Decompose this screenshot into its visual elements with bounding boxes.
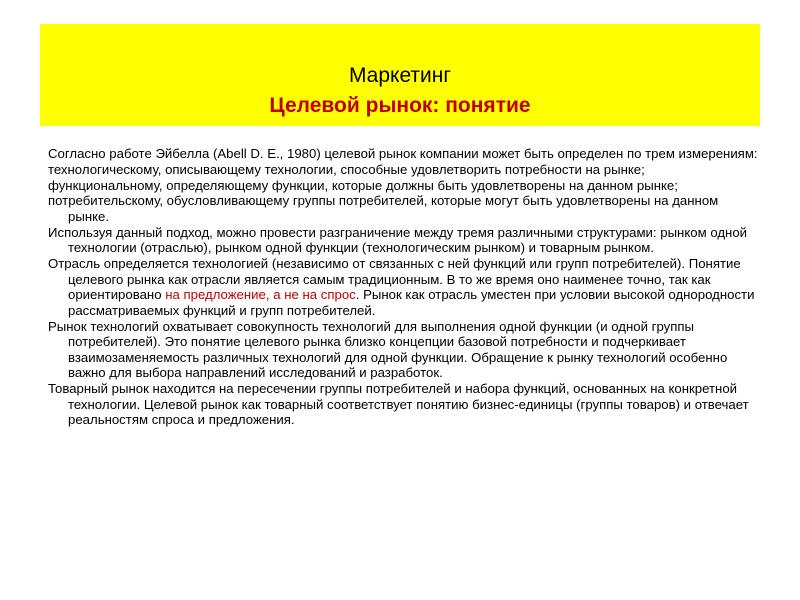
- paragraph-industry: [48, 256, 760, 318]
- highlighted-phrase: на предложение, а не на спрос: [165, 287, 356, 303]
- paragraph-intro: Согласно работе Эйбелла (Abell D. E., 1980) целевой рынок компании может быть определен по трем измерениям:: [48, 146, 758, 161]
- paragraph-product-market: Товарный рынок находится на пересечении группы потребителей и набора функций, основанных на конкретной технологии. Целевой рынок как товарный соответствует понятию бизнес-единицы (группы товаров) и отвечает реальностям спроса и предложения.: [48, 381, 749, 428]
- paragraph-industry-text-2: . Рынок как отрасль уместен при условии высокой однородности рассматриваемых функций и групп потребителей.: [68, 287, 755, 318]
- title-banner: [40, 24, 760, 126]
- paragraph-technological: технологическому, описывающему технологии, способные удовлетворить потребности на рынке;: [48, 161, 645, 177]
- slide-body: [48, 146, 760, 428]
- paragraph-functional: функциональному, определяющему функции, которые должны быть удовлетворены на данном рынке;: [48, 177, 678, 193]
- paragraph-industry-text-1: Отрасль определяется технологией (независимо от связанных с ней функций или групп потребителей). Понятие целевого рынка как отрасли является самым традиционным. В то же время оно наименее точно, так как ориентировано: [48, 256, 741, 303]
- slide-subtitle: Целевой рынок: понятие: [269, 94, 531, 117]
- paragraph-consumer: потребительскому, обусловливающему группы потребителей, которые могут быть удовлетворены на данном рынке.: [48, 193, 719, 224]
- paragraph-approach: Используя данный подход, можно провести разграничение между тремя различными структурами: рынком одной технологии (отраслью), рынком одной функции (технологическим рынком) и товарным рынком.: [48, 224, 748, 256]
- paragraph-technology-market: Рынок технологий охватывает совокупность технологий для выполнения одной функции (и одной группы потребителей). Это понятие целевого рынка близко концепции базовой потребности и подчеркивает взаимозаменяемость различных технологий для одной функции. Обращение к рынку технологий особенно важно для выбора направлений исследований и разработок.: [48, 318, 728, 381]
- slide-title: Маркетинг: [348, 64, 452, 87]
